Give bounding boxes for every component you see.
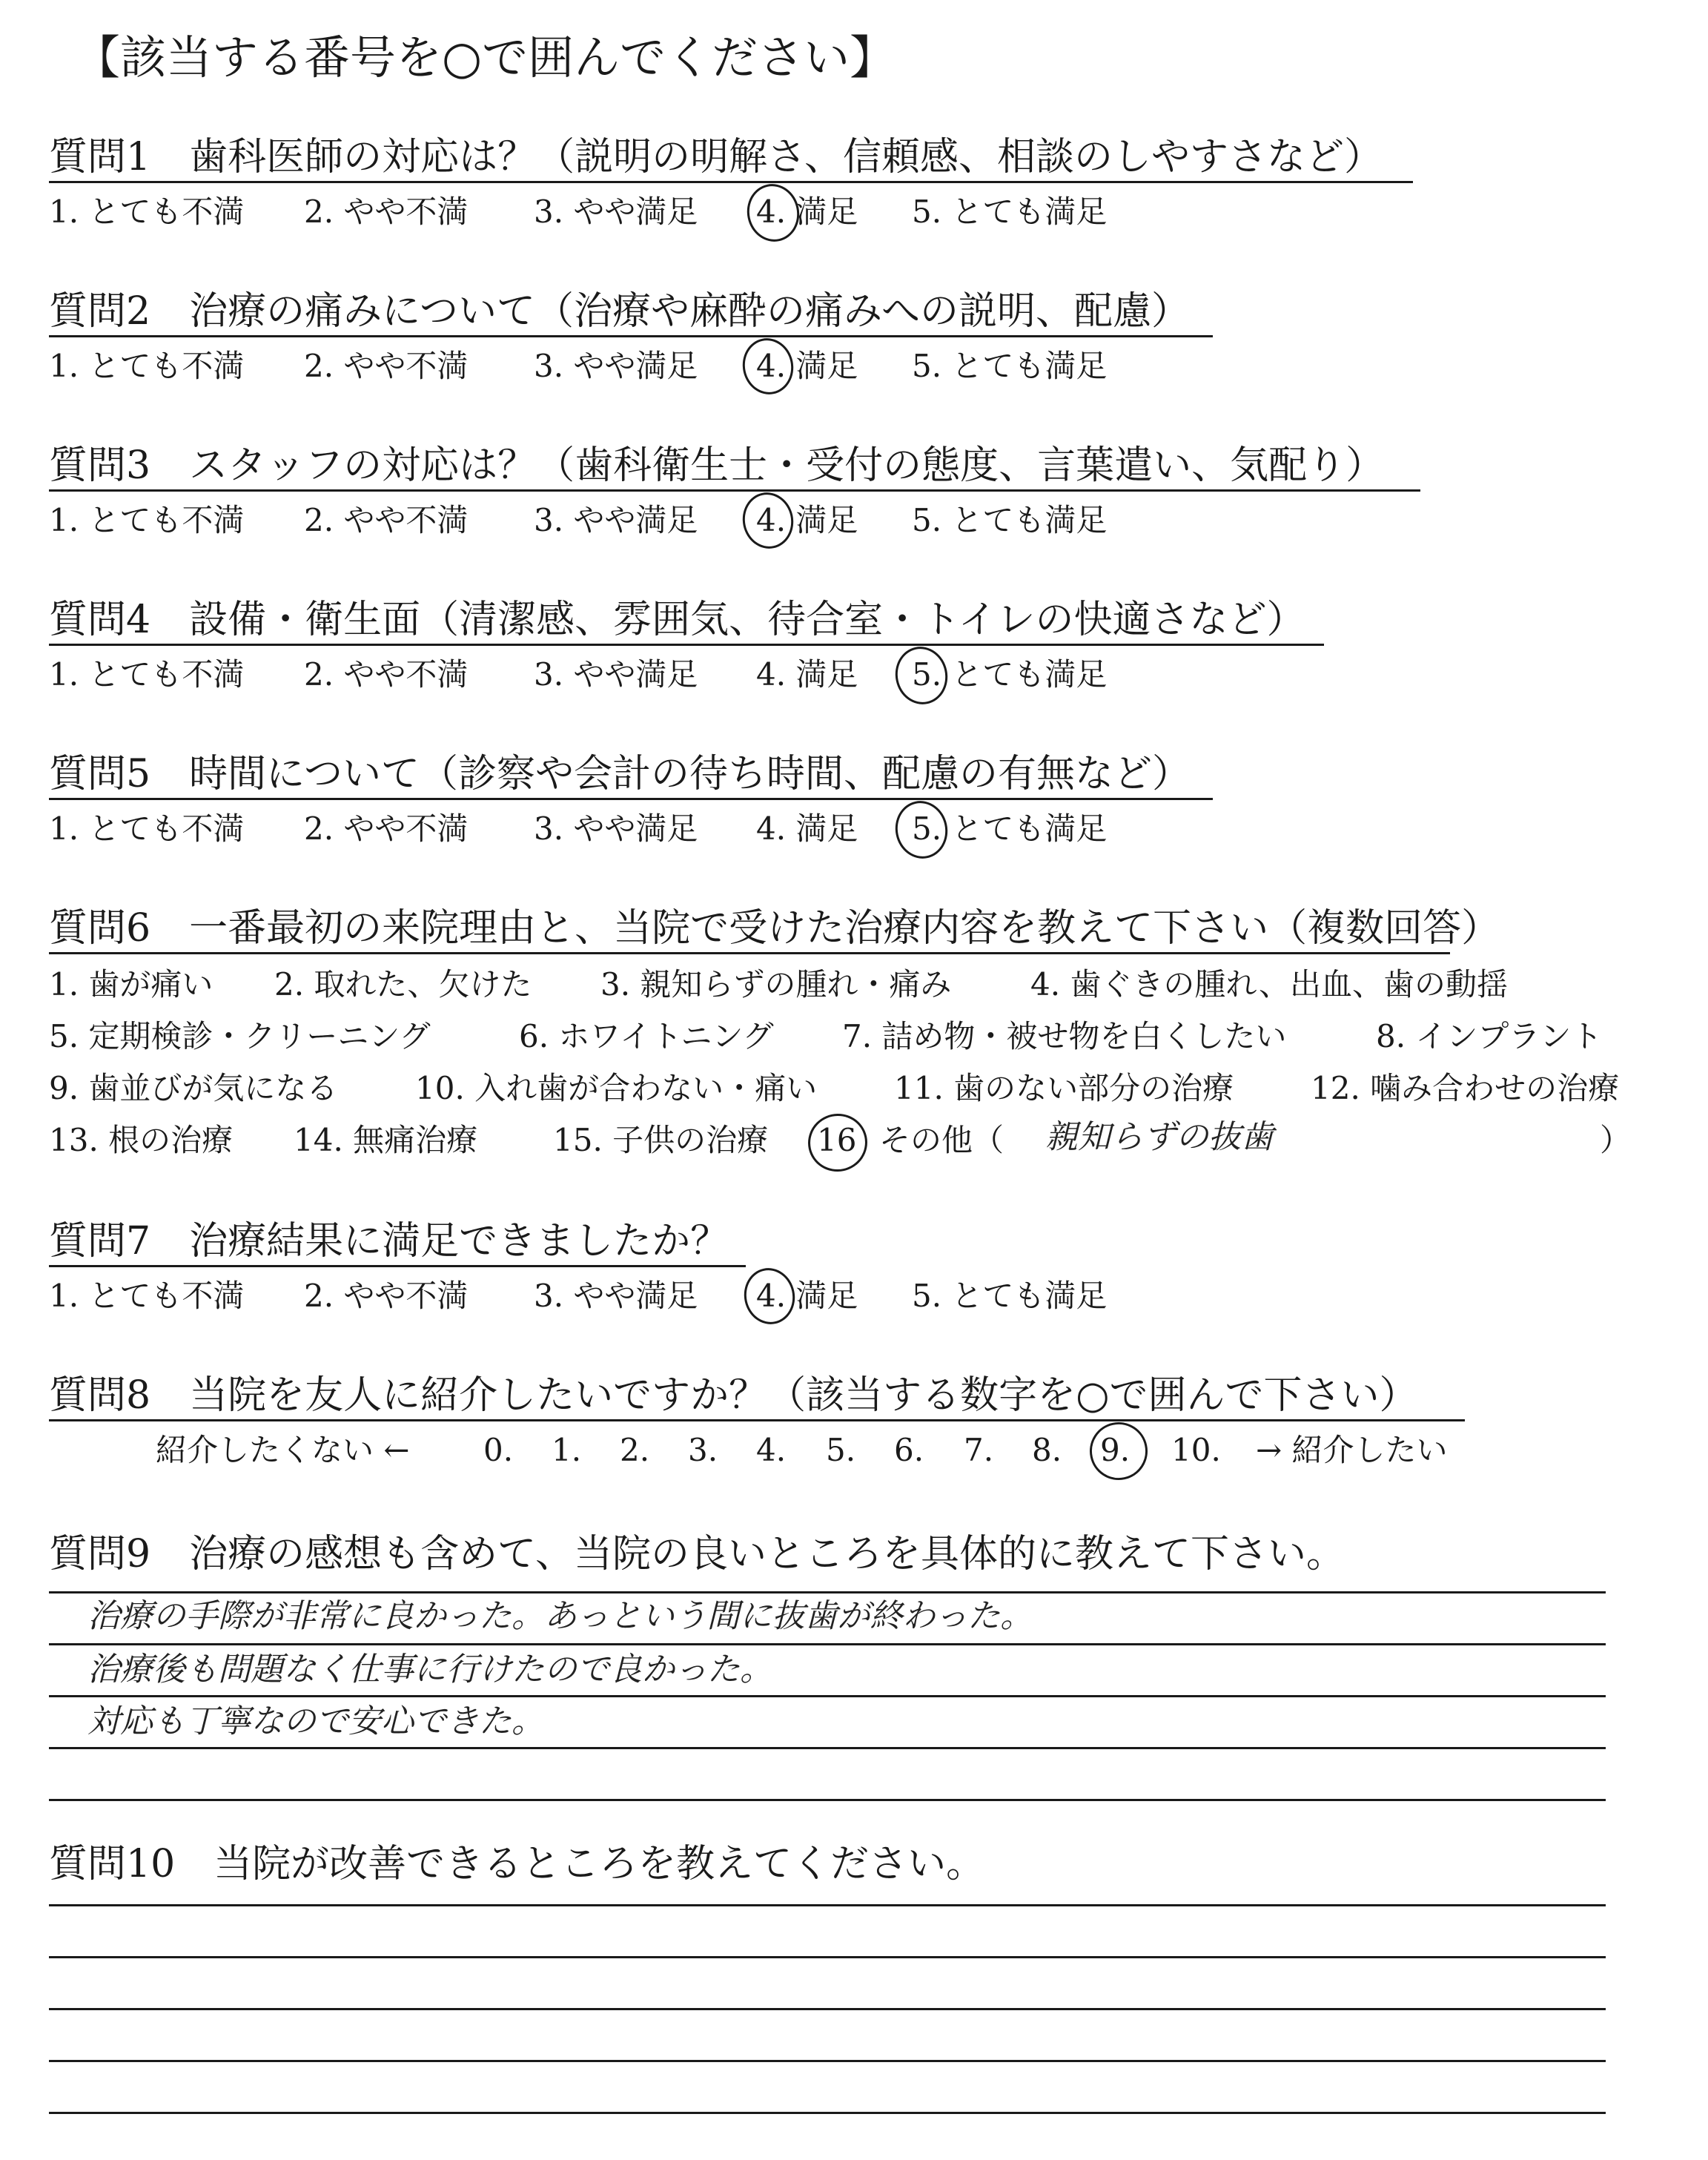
q7-option-2[interactable]: 2. やや不満 xyxy=(304,1278,469,1314)
q8-right-label: → 紹介したい xyxy=(1256,1432,1448,1468)
q2-option-4[interactable]: 4. 満足 xyxy=(756,348,858,384)
q3-selection-circle xyxy=(738,488,798,553)
q6-option-4[interactable]: 4. 歯ぐきの腫れ、出血、歯の動揺 xyxy=(1030,966,1508,1003)
q6-selection-circle xyxy=(803,1109,873,1178)
q6-other-input[interactable]: 親知らずの抜歯 xyxy=(1045,1118,1274,1156)
q6-option-2[interactable]: 2. 取れた、欠けた xyxy=(274,966,532,1003)
q4-selection-circle xyxy=(890,642,953,710)
question-8-label: 質問8 当院を友人に紹介したいですか？（該当する数字を○で囲んで下さい） xyxy=(49,1373,1418,1418)
question-4-label: 質問4 設備・衛生面（清潔感、雰囲気、待合室・トイレの快適さなど） xyxy=(49,598,1305,642)
q5-option-4[interactable]: 4. 満足 xyxy=(756,810,858,847)
q8-scale-7[interactable]: 7. xyxy=(964,1432,994,1468)
q8-scale-3[interactable]: 3. xyxy=(688,1432,718,1468)
q9-answer-line-2[interactable]: 治療後も問題なく仕事に行けたので良かった。 xyxy=(87,1651,772,1688)
q6-option-14[interactable]: 14. 無痛治療 xyxy=(294,1122,478,1158)
q3-option-5[interactable]: 5. とても満足 xyxy=(912,502,1108,538)
q9-rule-3 xyxy=(49,1695,1606,1697)
q2-option-2[interactable]: 2. やや不満 xyxy=(304,348,469,384)
q8-scale-2[interactable]: 2. xyxy=(620,1432,650,1468)
q7-option-4[interactable]: 4. 満足 xyxy=(756,1278,858,1314)
question-3-label: 質問3 スタッフの対応は？（歯科衛生士・受付の態度、言葉遣い、気配り） xyxy=(49,443,1385,488)
q9-rule-2 xyxy=(49,1643,1606,1645)
question-5-label: 質問5 時間について（診察や会計の待ち時間、配慮の有無など） xyxy=(49,752,1191,796)
q3-option-4[interactable]: 4. 満足 xyxy=(756,502,858,538)
q4-option-2[interactable]: 2. やや不満 xyxy=(304,656,469,693)
q2-selection-circle xyxy=(738,334,798,399)
question-8-underline xyxy=(49,1419,1465,1421)
q7-option-1[interactable]: 1. とても不満 xyxy=(49,1278,245,1314)
q10-rule-4 xyxy=(49,2060,1606,2062)
q9-rule-5 xyxy=(49,1799,1606,1801)
q8-left-label: 紹介したくない ← xyxy=(156,1432,410,1468)
q6-option-5[interactable]: 5. 定期検診・クリーニング xyxy=(49,1018,431,1054)
q5-selection-circle xyxy=(890,796,953,864)
q5-option-1[interactable]: 1. とても不満 xyxy=(49,810,245,847)
q6-option-7[interactable]: 7. 詰め物・被せ物を白くしたい xyxy=(842,1018,1287,1054)
q2-option-3[interactable]: 3. やや満足 xyxy=(534,348,698,384)
question-9-label: 質問9 治療の感想も含めて、当院の良いところを具体的に教えて下さい。 xyxy=(49,1532,1345,1576)
question-6-underline xyxy=(49,952,1450,954)
q4-option-5[interactable]: 5. とても満足 xyxy=(912,656,1108,693)
q8-scale-6[interactable]: 6. xyxy=(894,1432,924,1468)
q8-scale-5[interactable]: 5. xyxy=(826,1432,856,1468)
question-1-label: 質問1 歯科医師の対応は？（説明の明解さ、信頼感、相談のしやすさなど） xyxy=(49,135,1383,179)
q8-scale-1[interactable]: 1. xyxy=(552,1432,582,1468)
question-7-underline xyxy=(49,1265,746,1267)
q4-option-4[interactable]: 4. 満足 xyxy=(756,656,858,693)
q6-other-close: ） xyxy=(1600,1122,1632,1158)
q2-option-1[interactable]: 1. とても不満 xyxy=(49,348,245,384)
question-4-underline xyxy=(49,644,1324,646)
q4-option-1[interactable]: 1. とても不満 xyxy=(49,656,245,693)
q6-option-16-number[interactable]: 16 xyxy=(817,1122,857,1158)
q1-option-1[interactable]: 1. とても不満 xyxy=(49,194,245,230)
q8-scale-9[interactable]: 9. xyxy=(1100,1432,1131,1468)
q6-option-13[interactable]: 13. 根の治療 xyxy=(49,1122,234,1158)
q6-option-8[interactable]: 8. インプラント xyxy=(1376,1018,1603,1054)
q9-rule-4 xyxy=(49,1747,1606,1749)
q3-option-2[interactable]: 2. やや不満 xyxy=(304,502,469,538)
q3-option-1[interactable]: 1. とても不満 xyxy=(49,502,245,538)
q2-option-5[interactable]: 5. とても満足 xyxy=(912,348,1108,384)
q6-option-15[interactable]: 15. 子供の治療 xyxy=(553,1122,769,1158)
q1-option-4[interactable]: 4. 満足 xyxy=(756,194,858,230)
question-7-label: 質問7 治療結果に満足できましたか？ xyxy=(49,1219,729,1264)
q8-selection-circle xyxy=(1085,1417,1153,1486)
q9-rule-1 xyxy=(49,1591,1606,1593)
q1-option-5[interactable]: 5. とても満足 xyxy=(912,194,1108,230)
q6-other-label: その他（ xyxy=(879,1122,1004,1158)
question-5-underline xyxy=(49,798,1213,800)
form-title: 【該当する番号を○で囲んでください】 xyxy=(74,30,896,85)
q6-option-12[interactable]: 12. 噛み合わせの治療 xyxy=(1311,1070,1620,1106)
q8-scale-4[interactable]: 4. xyxy=(756,1432,787,1468)
q10-rule-2 xyxy=(49,1956,1606,1958)
q7-selection-circle xyxy=(739,1264,800,1329)
q9-answer-line-3[interactable]: 対応も丁寧なので安心できた。 xyxy=(87,1702,544,1740)
question-6-label: 質問6 一番最初の来院理由と、当院で受けた治療内容を教えて下さい（複数回答） xyxy=(49,906,1500,951)
q6-option-11[interactable]: 11. 歯のない部分の治療 xyxy=(894,1070,1234,1106)
q6-option-1[interactable]: 1. 歯が痛い xyxy=(49,966,214,1003)
q5-option-3[interactable]: 3. やや満足 xyxy=(534,810,698,847)
question-1-underline xyxy=(49,181,1413,183)
q1-selection-circle xyxy=(742,179,805,247)
q10-rule-3 xyxy=(49,2008,1606,2010)
q1-option-3[interactable]: 3. やや満足 xyxy=(534,194,698,230)
q8-scale-8[interactable]: 8. xyxy=(1032,1432,1062,1468)
question-2-label: 質問2 治療の痛みについて（治療や麻酔の痛みへの説明、配慮） xyxy=(49,289,1191,334)
q6-option-6[interactable]: 6. ホワイトニング xyxy=(519,1018,774,1054)
q4-option-3[interactable]: 3. やや満足 xyxy=(534,656,698,693)
q3-option-3[interactable]: 3. やや満足 xyxy=(534,502,698,538)
q5-option-5[interactable]: 5. とても満足 xyxy=(912,810,1108,847)
q1-option-2[interactable]: 2. やや不満 xyxy=(304,194,469,230)
q10-rule-5 xyxy=(49,2112,1606,2114)
q8-scale-10[interactable]: 10. xyxy=(1171,1432,1221,1468)
q6-option-3[interactable]: 3. 親知らずの腫れ・痛み xyxy=(600,966,952,1003)
q7-option-3[interactable]: 3. やや満足 xyxy=(534,1278,698,1314)
q5-option-2[interactable]: 2. やや不満 xyxy=(304,810,469,847)
question-2-underline xyxy=(49,335,1213,337)
q10-rule-1 xyxy=(49,1904,1606,1906)
q7-option-5[interactable]: 5. とても満足 xyxy=(912,1278,1108,1314)
q8-scale-0[interactable]: 0. xyxy=(483,1432,514,1468)
question-10-label: 質問10 当院が改善できるところを教えてください。 xyxy=(49,1842,985,1886)
q6-option-9[interactable]: 9. 歯並びが気になる xyxy=(49,1070,338,1106)
q9-answer-line-1[interactable]: 治療の手際が非常に良かった。あっという間に抜歯が終わった。 xyxy=(87,1597,1033,1635)
question-3-underline xyxy=(49,489,1420,492)
q6-option-10[interactable]: 10. 入れ歯が合わない・痛い xyxy=(415,1070,818,1106)
